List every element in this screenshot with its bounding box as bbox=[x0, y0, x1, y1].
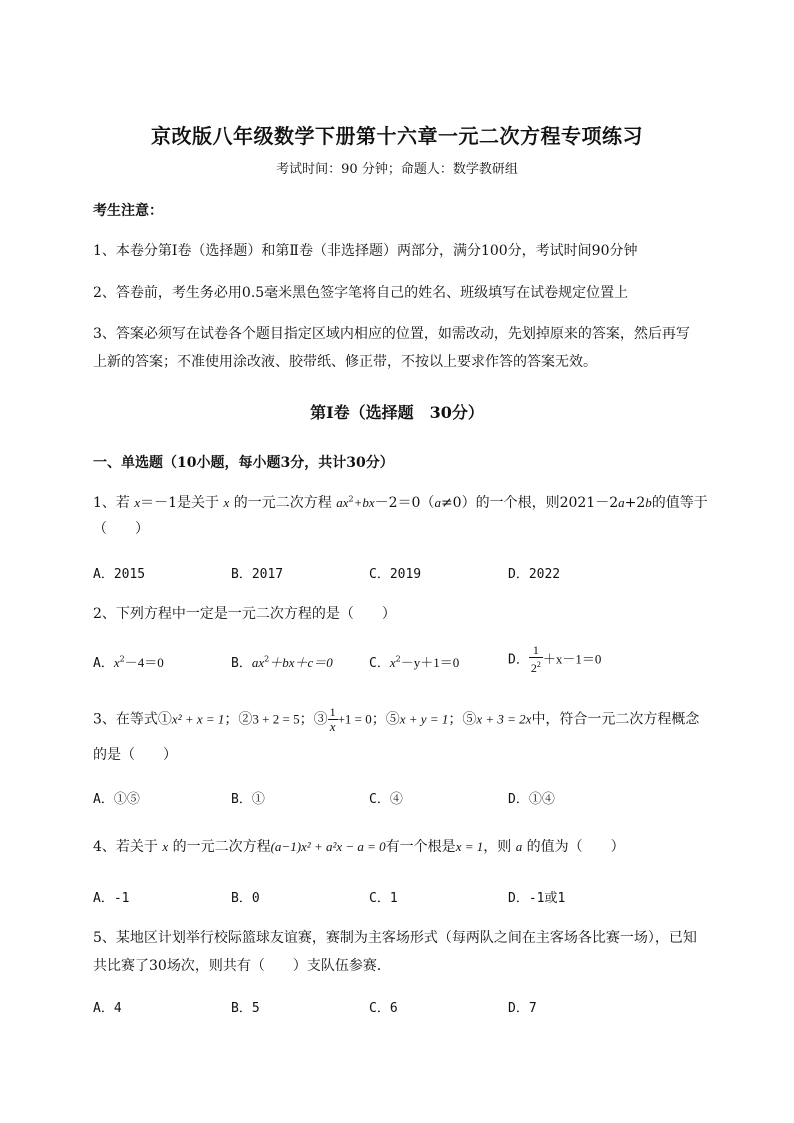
part-title: 第Ⅰ卷（选择题 30分） bbox=[310, 403, 484, 422]
q1-exponent: 2 bbox=[348, 494, 354, 504]
q1-text: 的值等于 bbox=[651, 495, 708, 511]
q4-text: 的值为（ ） bbox=[522, 839, 625, 855]
q3-text: ；② bbox=[224, 711, 253, 728]
question-1-blank: （ ） bbox=[93, 521, 149, 537]
q1-math: x bbox=[134, 495, 141, 510]
q5-option-a[interactable]: A．4 bbox=[93, 1001, 122, 1016]
q4-option-b[interactable]: B．0 bbox=[231, 891, 260, 906]
option-math: x bbox=[389, 655, 396, 670]
q1-math: x bbox=[223, 495, 230, 510]
q3-equation: x + y = 1 bbox=[399, 711, 449, 727]
q1-text: 1、若 bbox=[93, 495, 135, 511]
q3-option-c[interactable]: C．④ bbox=[369, 792, 403, 807]
q3-option-d[interactable]: D．①④ bbox=[508, 792, 555, 807]
q3-text: 中，符合一元二次方程概念 bbox=[531, 711, 700, 728]
q3-equation: x + 3 = 2x bbox=[476, 711, 532, 727]
q4-math: x = 1 bbox=[455, 839, 484, 854]
q3-text: 3、在等式① bbox=[93, 711, 172, 728]
q3-text: ；⑤ bbox=[448, 711, 477, 728]
q5-option-c[interactable]: C．6 bbox=[369, 1001, 398, 1016]
option-math: ＋bx＋c＝0 bbox=[269, 655, 333, 670]
notes-title: 考生注意： bbox=[93, 203, 163, 219]
option-exponent: 2 bbox=[264, 654, 270, 664]
option-math: ＋x－1＝0 bbox=[542, 651, 602, 667]
option-math: －4＝0 bbox=[124, 655, 164, 670]
option-label: D． bbox=[508, 652, 529, 668]
q3-equation: x² + x = 1 bbox=[171, 711, 225, 727]
q1-option-b[interactable]: B．2017 bbox=[231, 567, 284, 582]
q2-option-b[interactable] bbox=[231, 652, 333, 671]
q3-equation: 3 + 2 = 5 bbox=[252, 711, 300, 727]
q3-text: ；⑤ bbox=[371, 711, 400, 728]
q1-math: a bbox=[618, 495, 625, 510]
q4-option-c[interactable]: C．1 bbox=[369, 891, 398, 906]
option-exponent: 2 bbox=[536, 660, 541, 669]
q1-text: 的一元二次方程 bbox=[229, 495, 337, 511]
q1-text: －2＝0（ bbox=[374, 495, 435, 511]
q3-equation: +1 = 0 bbox=[337, 711, 372, 727]
fraction bbox=[529, 644, 543, 675]
q5-option-d[interactable]: D．7 bbox=[508, 1001, 537, 1016]
q1-option-a[interactable]: A．2015 bbox=[93, 567, 146, 582]
q1-math: +bx bbox=[353, 495, 375, 510]
fraction-denominator bbox=[529, 658, 543, 675]
q3-option-a[interactable]: A．①⑤ bbox=[93, 792, 140, 807]
q1-math: ax bbox=[336, 495, 349, 510]
fraction-denominator: x bbox=[329, 719, 336, 734]
question-5-stem: 5、某地区计划举行校际篮球友谊赛，赛制为主客场形式（每两队之间在主客场各比赛一场），已知共比赛了30场次，则共有（ ）支队伍参赛． bbox=[93, 930, 697, 974]
section-title: 一、单选题（10小题，每小题3分，共计30分） bbox=[93, 455, 394, 471]
question-1-stem bbox=[93, 492, 708, 512]
question-2-stem: 2、下列方程中一定是一元二次方程的是（ ） bbox=[93, 606, 396, 622]
q4-text: ，则 bbox=[483, 839, 516, 855]
q4-option-d[interactable]: D．-1或1 bbox=[508, 891, 566, 906]
q1-math: b bbox=[645, 495, 652, 510]
option-math: ax bbox=[251, 655, 265, 670]
option-label: B． bbox=[231, 656, 252, 671]
q1-option-d[interactable]: D．2022 bbox=[508, 567, 561, 582]
note-item: 3、答案必须写在试卷各个题目指定区域内相应的位置，如需改动，先划掉原来的答案，然后再写上新的答案；不准使用涂改液、胶带纸、修正带，不按以上要求作答的答案无效。 bbox=[93, 326, 690, 370]
fraction-denominator-base: 2 bbox=[530, 661, 537, 675]
fraction-numerator: 1 bbox=[329, 705, 336, 719]
q1-text: +2 bbox=[624, 495, 646, 511]
option-exponent: 2 bbox=[119, 654, 125, 664]
option-exponent: 2 bbox=[395, 654, 401, 664]
fraction bbox=[328, 706, 338, 733]
q4-equation: (a−1)x² + a²x − a = 0 bbox=[270, 839, 386, 854]
option-label: C． bbox=[369, 656, 390, 671]
q4-math: a bbox=[515, 839, 523, 854]
q4-text: 的一元二次方程 bbox=[168, 839, 271, 855]
q1-text: ＝－1是关于 bbox=[140, 495, 224, 511]
q1-option-c[interactable]: C．2019 bbox=[369, 567, 422, 582]
option-math: x bbox=[113, 655, 120, 670]
q1-math: a bbox=[434, 495, 441, 510]
q2-option-a[interactable] bbox=[93, 652, 164, 671]
q3-option-b[interactable]: B．① bbox=[231, 792, 265, 807]
question-3-blank: 的是（ ） bbox=[93, 747, 177, 763]
q4-option-a[interactable]: A．-1 bbox=[93, 891, 130, 906]
q3-text: ；③ bbox=[299, 711, 328, 728]
q4-math: x bbox=[162, 839, 169, 854]
q2-option-c[interactable] bbox=[369, 652, 459, 671]
note-item: 2、答卷前，考生务必用0.5毫米黑色签字笔将自己的姓名、班级填写在试卷规定位置上 bbox=[93, 285, 629, 301]
question-3-stem bbox=[93, 706, 699, 733]
q4-text: 有一个根是 bbox=[385, 839, 456, 855]
fraction-numerator: 1 bbox=[529, 644, 543, 658]
note-item: 1、本卷分第Ⅰ卷（选择题）和第Ⅱ卷（非选择题）两部分，满分100分，考试时间90分钟 bbox=[93, 243, 638, 259]
option-label: A． bbox=[93, 656, 114, 671]
q5-option-b[interactable]: B．5 bbox=[231, 1001, 260, 1016]
q1-text: ≠0）的一个根，则2021－2 bbox=[440, 495, 619, 511]
exam-subtitle: 考试时间：90 分钟；命题人：数学教研组 bbox=[276, 162, 518, 177]
option-math: －y＋1＝0 bbox=[400, 655, 460, 670]
q2-option-d[interactable] bbox=[508, 644, 601, 675]
question-4-stem bbox=[93, 836, 625, 856]
q4-text: 4、若关于 bbox=[93, 839, 163, 855]
page-title: 京改版八年级数学下册第十六章一元二次方程专项练习 bbox=[151, 124, 643, 148]
